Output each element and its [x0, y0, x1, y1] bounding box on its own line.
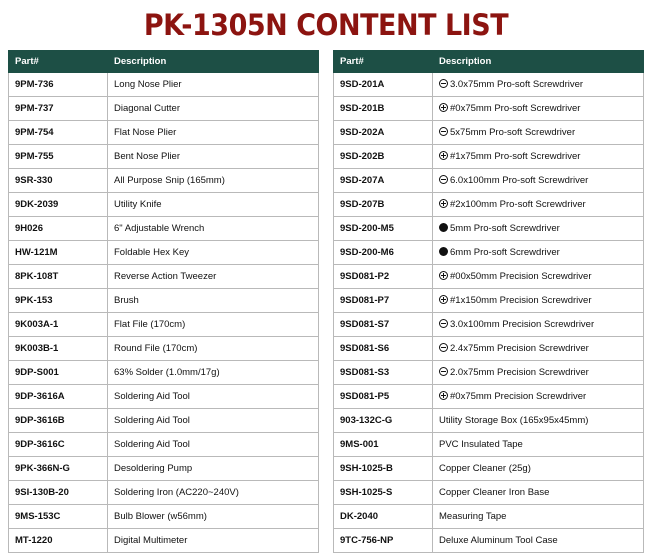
tables-container: [0, 50, 652, 553]
table-row: [334, 384, 644, 408]
part-number-cell: 9SD-201B: [334, 96, 433, 120]
description-cell: [433, 144, 644, 168]
description-cell: 6" Adjustable Wrench: [108, 216, 319, 240]
description-text: #2x100mm Pro-soft Screwdriver: [450, 198, 586, 210]
table-row: [9, 72, 319, 96]
phillips-head-icon: [439, 103, 448, 112]
description-cell: Foldable Hex Key: [108, 240, 319, 264]
part-number-cell: 9SH-1025-S: [334, 480, 433, 504]
table-row: [9, 432, 319, 456]
description-text: 5x75mm Pro-soft Screwdriver: [450, 126, 576, 138]
description-cell: Utility Knife: [108, 192, 319, 216]
flat-head-icon: [439, 319, 448, 328]
table-row: [9, 96, 319, 120]
part-number-cell: 9SD-207A: [334, 168, 433, 192]
description-cell: [433, 72, 644, 96]
table-row: [9, 144, 319, 168]
part-number-cell: 9DP-3616C: [9, 432, 108, 456]
part-number-cell: 9PK-366N-G: [9, 456, 108, 480]
table-row: [334, 432, 644, 456]
part-number-cell: 9PM-754: [9, 120, 108, 144]
table-row: [9, 384, 319, 408]
description-cell: [433, 384, 644, 408]
description-text: #0x75mm Precision Screwdriver: [450, 390, 587, 402]
table-row: [9, 120, 319, 144]
table-row: [334, 144, 644, 168]
table-row: [334, 480, 644, 504]
phillips-head-icon: [439, 391, 448, 400]
left-parts-table: [8, 50, 319, 553]
phillips-head-icon: [439, 151, 448, 160]
description-cell: Reverse Action Tweezer: [108, 264, 319, 288]
description-cell: [433, 336, 644, 360]
part-number-cell: DK-2040: [334, 504, 433, 528]
description-cell: Copper Cleaner (25g): [433, 456, 644, 480]
part-number-cell: 9MS-153C: [9, 504, 108, 528]
flat-head-icon: [439, 175, 448, 184]
table-row: [334, 96, 644, 120]
part-number-cell: 9K003B-1: [9, 336, 108, 360]
hex-head-icon: [439, 223, 448, 232]
page-title: PK-1305N CONTENT LIST: [143, 8, 509, 42]
part-number-cell: 9SD081-S7: [334, 312, 433, 336]
part-number-cell: 9SD-202B: [334, 144, 433, 168]
column-header-part: Part#: [334, 50, 433, 72]
description-cell: Utility Storage Box (165x95x45mm): [433, 408, 644, 432]
description-cell: [433, 360, 644, 384]
table-row: [9, 504, 319, 528]
description-cell: Diagonal Cutter: [108, 96, 319, 120]
part-number-cell: 9H026: [9, 216, 108, 240]
part-number-cell: 9SD-202A: [334, 120, 433, 144]
description-text: 2.0x75mm Precision Screwdriver: [450, 366, 589, 378]
table-row: [334, 528, 644, 552]
table-row: [334, 120, 644, 144]
description-cell: Flat File (170cm): [108, 312, 319, 336]
table-row: [334, 240, 644, 264]
part-number-cell: 9SD-201A: [334, 72, 433, 96]
column-header-description: Description: [108, 50, 319, 72]
part-number-cell: 9PM-755: [9, 144, 108, 168]
table-row: [334, 192, 644, 216]
part-number-cell: 9DK-2039: [9, 192, 108, 216]
hex-head-icon: [439, 247, 448, 256]
part-number-cell: 9SD081-S3: [334, 360, 433, 384]
description-cell: [433, 168, 644, 192]
description-cell: All Purpose Snip (165mm): [108, 168, 319, 192]
part-number-cell: 9PM-736: [9, 72, 108, 96]
description-text: 3.0x75mm Pro-soft Screwdriver: [450, 78, 584, 90]
table-row: [334, 288, 644, 312]
table-header-row: [9, 50, 319, 72]
description-text: 3.0x100mm Precision Screwdriver: [450, 318, 595, 330]
table-row: [9, 528, 319, 552]
part-number-cell: 9SH-1025-B: [334, 456, 433, 480]
table-row: [334, 312, 644, 336]
description-text: 2.4x75mm Precision Screwdriver: [450, 342, 589, 354]
flat-head-icon: [439, 367, 448, 376]
part-number-cell: 9MS-001: [334, 432, 433, 456]
part-number-cell: 9PM-737: [9, 96, 108, 120]
description-cell: Measuring Tape: [433, 504, 644, 528]
table-row: [9, 360, 319, 384]
description-text: 5mm Pro-soft Screwdriver: [450, 222, 560, 234]
part-number-cell: 9SR-330: [9, 168, 108, 192]
description-cell: Digital Multimeter: [108, 528, 319, 552]
table-row: [9, 264, 319, 288]
part-number-cell: 9SD-200-M6: [334, 240, 433, 264]
description-cell: [433, 120, 644, 144]
description-cell: [433, 312, 644, 336]
part-number-cell: 9PK-153: [9, 288, 108, 312]
part-number-cell: 9SD081-S6: [334, 336, 433, 360]
table-row: [334, 264, 644, 288]
description-text: 6.0x100mm Pro-soft Screwdriver: [450, 174, 589, 186]
phillips-head-icon: [439, 199, 448, 208]
table-row: [334, 456, 644, 480]
part-number-cell: 8PK-108T: [9, 264, 108, 288]
table-row: [9, 336, 319, 360]
part-number-cell: MT-1220: [9, 528, 108, 552]
part-number-cell: 9K003A-1: [9, 312, 108, 336]
table-row: [334, 72, 644, 96]
description-cell: Soldering Aid Tool: [108, 384, 319, 408]
description-cell: [433, 192, 644, 216]
table-row: [9, 216, 319, 240]
description-cell: Bulb Blower (w56mm): [108, 504, 319, 528]
part-number-cell: 9SD081-P7: [334, 288, 433, 312]
description-cell: Round File (170cm): [108, 336, 319, 360]
description-cell: Flat Nose Plier: [108, 120, 319, 144]
description-cell: [433, 96, 644, 120]
table-row: [334, 504, 644, 528]
description-cell: Soldering Aid Tool: [108, 432, 319, 456]
part-number-cell: 9SD081-P5: [334, 384, 433, 408]
phillips-head-icon: [439, 295, 448, 304]
description-text: 6mm Pro-soft Screwdriver: [450, 246, 560, 258]
description-text: #1x150mm Precision Screwdriver: [450, 294, 592, 306]
description-cell: 63% Solder (1.0mm/17g): [108, 360, 319, 384]
table-row: [334, 360, 644, 384]
table-row: [334, 168, 644, 192]
table-row: [9, 168, 319, 192]
table-row: [334, 336, 644, 360]
table-header-row: [334, 50, 644, 72]
description-cell: [433, 264, 644, 288]
flat-head-icon: [439, 127, 448, 136]
table-row: [9, 312, 319, 336]
description-cell: Soldering Iron (AC220~240V): [108, 480, 319, 504]
flat-head-icon: [439, 343, 448, 352]
part-number-cell: 9SD-207B: [334, 192, 433, 216]
description-cell: Soldering Aid Tool: [108, 408, 319, 432]
column-header-part: Part#: [9, 50, 108, 72]
table-row: [9, 408, 319, 432]
description-text: #0x75mm Pro-soft Screwdriver: [450, 102, 581, 114]
part-number-cell: 9SI-130B-20: [9, 480, 108, 504]
description-text: #00x50mm Precision Screwdriver: [450, 270, 592, 282]
phillips-head-icon: [439, 271, 448, 280]
part-number-cell: 9DP-S001: [9, 360, 108, 384]
description-cell: Copper Cleaner Iron Base: [433, 480, 644, 504]
description-cell: [433, 288, 644, 312]
part-number-cell: 9TC-756-NP: [334, 528, 433, 552]
table-row: [9, 288, 319, 312]
description-cell: PVC Insulated Tape: [433, 432, 644, 456]
description-cell: Long Nose Plier: [108, 72, 319, 96]
column-header-description: Description: [433, 50, 644, 72]
description-cell: Desoldering Pump: [108, 456, 319, 480]
table-row: [334, 408, 644, 432]
part-number-cell: 9SD081-P2: [334, 264, 433, 288]
content-list-page: [0, 8, 652, 546]
table-row: [334, 216, 644, 240]
description-cell: Bent Nose Plier: [108, 144, 319, 168]
part-number-cell: 903-132C-G: [334, 408, 433, 432]
part-number-cell: 9DP-3616A: [9, 384, 108, 408]
flat-head-icon: [439, 79, 448, 88]
description-cell: Deluxe Aluminum Tool Case: [433, 528, 644, 552]
table-row: [9, 192, 319, 216]
description-cell: [433, 240, 644, 264]
table-row: [9, 240, 319, 264]
table-row: [9, 456, 319, 480]
description-cell: [433, 216, 644, 240]
part-number-cell: HW-121M: [9, 240, 108, 264]
description-text: #1x75mm Pro-soft Screwdriver: [450, 150, 581, 162]
table-row: [9, 480, 319, 504]
description-cell: Brush: [108, 288, 319, 312]
part-number-cell: 9SD-200-M5: [334, 216, 433, 240]
right-parts-table: [333, 50, 644, 553]
part-number-cell: 9DP-3616B: [9, 408, 108, 432]
